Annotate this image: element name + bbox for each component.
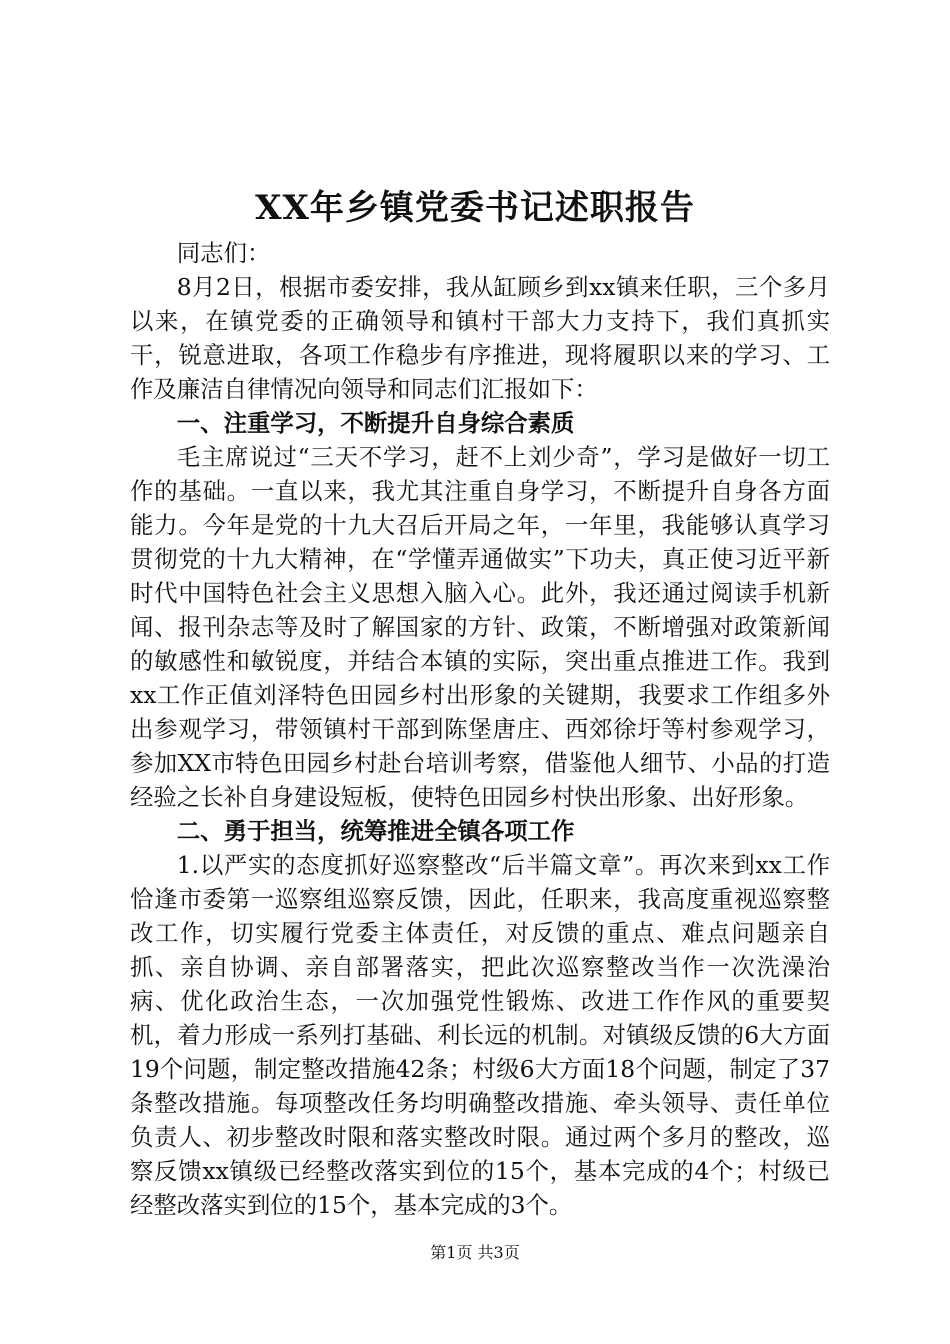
salutation: 同志们： — [176, 239, 271, 267]
section-1-paragraph: 毛主席说过“三天不学习，赶不上刘少奇”，学习是做好一切工作的基础。一直以来，我尤其注重自身学习，不断提升自身各方面能力。今年是党的十九大召后开局之年，一年里，我能够认真学习贯彻党的十九大精神，在“学懂弄通做实”下功夫，真正使习近平新时代中国特色社会主义思想入脑入心。此外，我还通过阅读手机新闻、报刊杂志等及时了解国家的方针、政策，不断增强对政策新闻的敏感性和敏锐度，并结合本镇的实际，突出重点推进工作。我到xx工作正值刘泽特色田园乡村出形象的关键期，我要求工作组多外出参观学习，带领镇村干部到陈堡唐庄、西郊徐圩等村参观学习，参加XX市特色田园乡村赴台培训考察，借鉴他人细节、小品的打造经验之长补自身建设短板，使特色田园乡村快出形象、出好形象。 — [130, 443, 830, 811]
intro-paragraph: 8月2日，根据市委安排，我从缸顾乡到xx镇来任职，三个多月以来，在镇党委的正确领导和镇村干部大力支持下，我们真抓实干，锐意进取，各项工作稳步有序推进，现将履职以来的学习、工作及廉洁自律情况向领导和同志们汇报如下： — [130, 273, 830, 403]
document-body — [130, 236, 830, 1222]
section-heading-2: 二、勇于担当，统筹推进全镇各项工作 — [176, 817, 575, 845]
document-title: XX年乡镇党委书记述职报告 — [255, 188, 695, 228]
page-number: 第1页 共3页 — [430, 1243, 520, 1262]
section-2-paragraph: 1.以严实的态度抓好巡察整改“后半篇文章”。再次来到xx工作恰逢市委第一巡察组巡察反馈，因此，任职来，我高度重视巡察整改工作，切实履行党委主体责任，对反馈的重点、难点问题亲自抓、亲自协调、亲自部署落实，把此次巡察整改当作一次洗澡治病、优化政治生态，一次加强党性锻炼、改进工作作风的重要契机，着力形成一系列打基础、利长远的机制。对镇级反馈的6大方面19个问题，制定整改措施42条；村级6大方面18个问题，制定了37条整改措施。每项整改任务均明确整改措施、牵头领导、责任单位负责人、初步整改时限和落实整改时限。通过两个多月的整改，巡察反馈xx镇级已经整改落实到位的15个，基本完成的4个；村级已经整改落实到位的15个，基本完成的3个。 — [130, 851, 830, 1219]
section-heading-1: 一、注重学习，不断提升自身综合素质 — [176, 409, 575, 437]
